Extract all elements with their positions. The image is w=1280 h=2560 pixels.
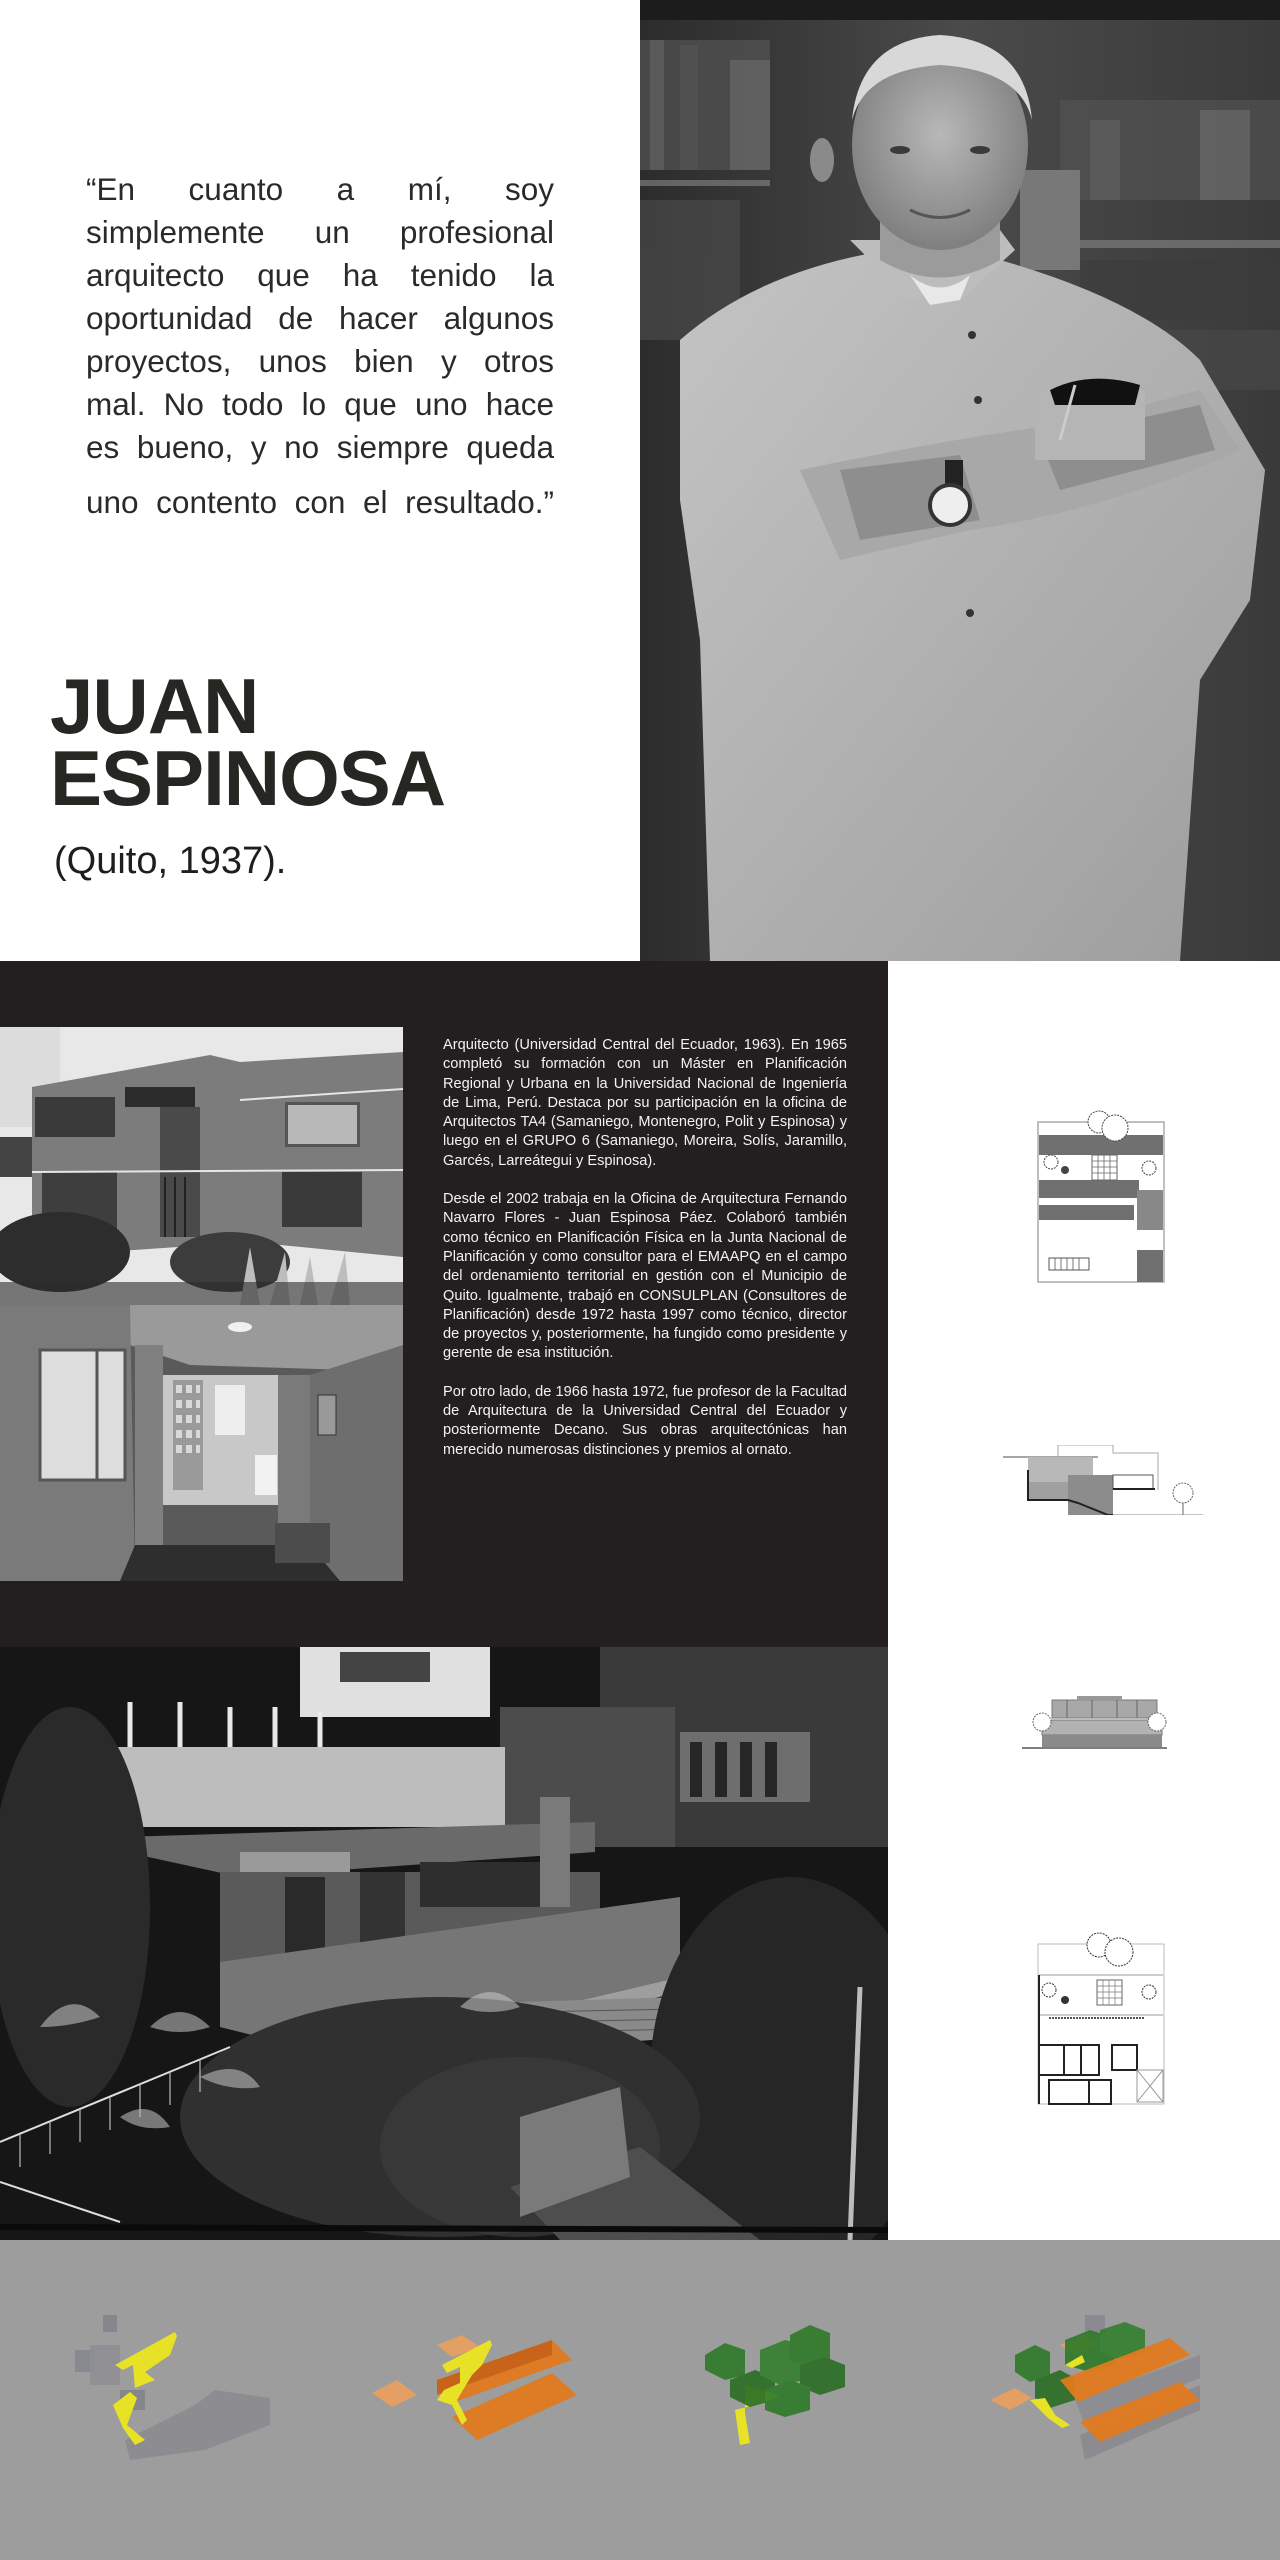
quote-line: uno contento con el resultado.” [86, 484, 554, 520]
bio-paragraph: Desde el 2002 trabaja en la Oficina de Arquitectura Fernando Navarro Flores - Juan Espinosa Páez. Colaboró también como técnico en Planificación Física en la Junta Nacional de Planificación y como consultor para el EMAAPQ en el campo del ordenamiento territorial en gestión con el Municipio de Quito. Igualmente, trabajó en CONSULPLAN (Consultores de Planificación) desde 1972 hasta 1997 como técnico, director de proyectos y, posteriormente, ha fungido como presidente y gerente de esa institución. [443, 1191, 847, 1362]
diagram-green-volumes [705, 2325, 855, 2460]
diagram-circulation-volumes [75, 2310, 275, 2460]
house-aerial-photo [0, 1647, 888, 2240]
quote-line: mal. No todo lo que uno hace [86, 386, 554, 422]
section-drawing [1003, 1445, 1203, 1515]
last-name: ESPINOSA [50, 734, 446, 822]
first-name: JUAN [50, 662, 259, 750]
elevation-drawing [1022, 1690, 1167, 1750]
quote-line: oportunidad de hacer algunos [86, 300, 554, 336]
quote-line: es bueno, y no siempre queda [86, 429, 554, 465]
house-facade-photo [0, 1027, 403, 1305]
upper-floor-plan-drawing [1037, 1110, 1167, 1285]
quote [86, 168, 554, 524]
biography-text [443, 1036, 847, 1479]
birth-info: (Quito, 1937). [54, 840, 287, 882]
architect-name [50, 662, 446, 822]
quote-line: arquitecto que ha tenido la [86, 257, 554, 293]
portrait-photo [640, 0, 1280, 961]
ground-floor-plan-drawing [1037, 1930, 1167, 2105]
quote-line: simplemente un profesional [86, 214, 554, 250]
bio-paragraph: Arquitecto (Universidad Central del Ecuador, 1963). En 1965 completó su formación con un Máster en Planificación Regional y Urbana en la Universidad Nacional de Ingeniería de Lima, Perú. Destaca por su participación en la oficina de Arquitectos TA4 (Samaniego, Montenegro, Polit y Espinosa) y luego en el GRUPO 6 (Samaniego, Moreira, Solís, Jaramillo, Garcés, Larreátegui y Espinosa). [443, 1037, 847, 1169]
quote-line: proyectos, unos bien y otros [86, 343, 554, 379]
quote-line: “En cuanto a mí, soy [86, 171, 554, 207]
diagram-composite [990, 2310, 1210, 2465]
house-corridor-photo [0, 1305, 403, 1581]
diagram-circulation-terraces [372, 2325, 582, 2465]
bio-paragraph: Por otro lado, de 1966 hasta 1972, fue profesor de la Facultad de Arquitectura de la Universidad Central del Ecuador y posteriormente Decano. Sus obras arquitectónicas han merecido numerosas distinciones y premios al ornato. [443, 1383, 847, 1458]
